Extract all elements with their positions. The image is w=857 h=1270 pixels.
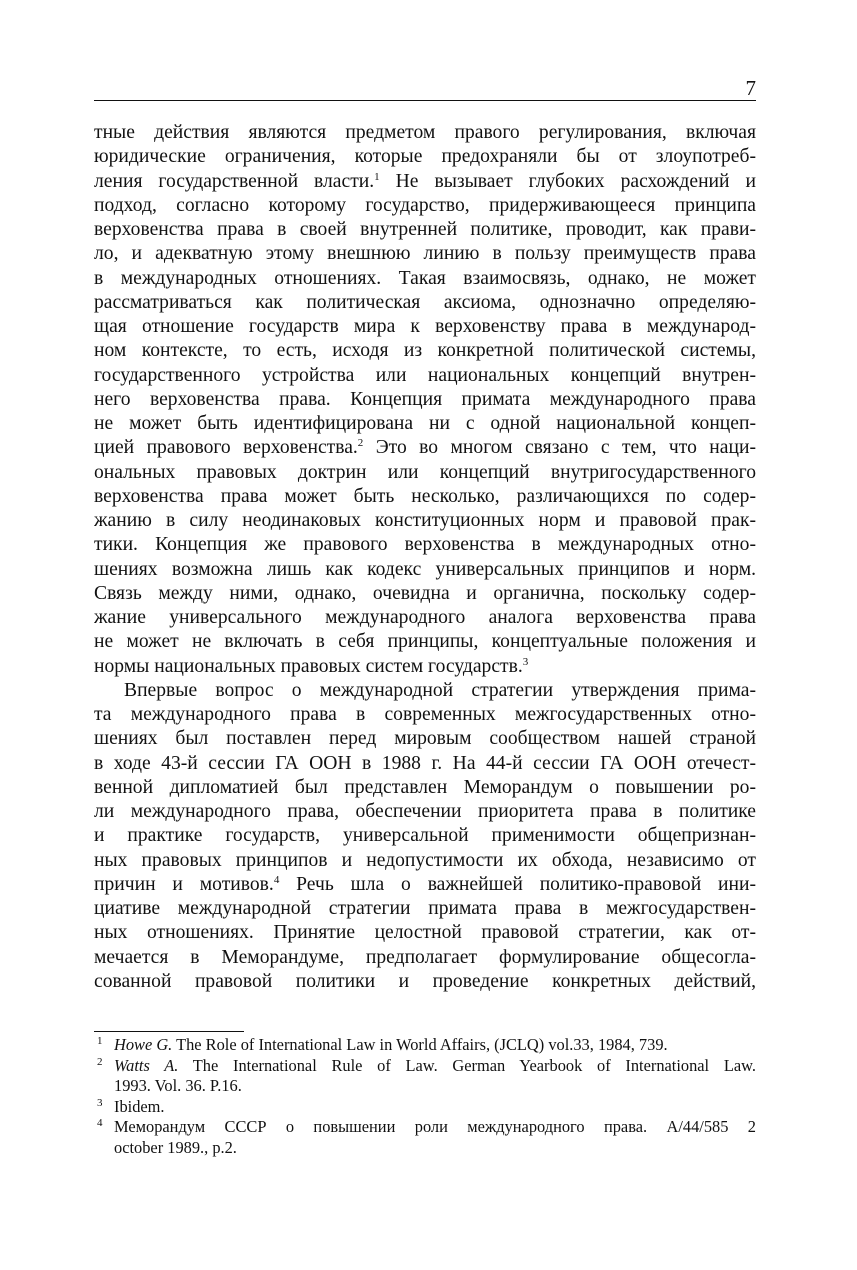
footnote-number: 4 <box>97 1117 103 1129</box>
paragraph <box>94 679 756 994</box>
footnote-3 <box>94 1097 756 1118</box>
footnote-rule <box>94 1031 244 1032</box>
paragraph <box>94 121 756 679</box>
text-line: верховенства права в своей внутренней политике, проводит, как прави- <box>94 219 756 240</box>
text-line: шениях был поставлен перед мировым сообществом нашей страной <box>94 728 756 750</box>
text-line: в международных отношениях. Такая взаимосвязь, однако, не может <box>94 267 756 289</box>
text-line: юридические ограничения, которые предохраняли бы от злоупотреб- <box>94 146 756 168</box>
footnote-author: Howe G. <box>114 1035 173 1054</box>
footnote-text: The Role of International Law in World Affairs, (JCLQ) vol.33, 1984, 739. <box>172 1035 668 1054</box>
text-line: тики. Концепция же правового верховенства в международных отно- <box>94 534 756 556</box>
text-line: циативе международной стратегии примата права в межгосударствен- <box>94 898 756 919</box>
text-line: ных правовых принципов и недопустимости их обхода, независимо от <box>94 849 756 871</box>
text-line <box>94 655 756 679</box>
main-text <box>94 121 756 994</box>
text-fragment: Речь шла о важнейшей политико-правовой ини- <box>279 873 756 895</box>
text-line: венной дипломатией был представлен Меморандум о повышении ро- <box>94 776 756 798</box>
text-line: Связь между ними, однако, очевидна и органична, поскольку содер- <box>94 582 756 604</box>
footnotes <box>94 1035 756 1158</box>
footnote-line: 1993. Vol. 36. P.16. <box>114 1076 242 1095</box>
text-line: щая отношение государств мира к верховенству права в международ- <box>94 316 756 337</box>
footnote-line: october 1989., p.2. <box>114 1137 237 1157</box>
text-line: Впервые вопрос о международной стратегии утверждения прима- <box>124 679 756 701</box>
text-line: ных отношениях. Принятие целостной правовой стратегии, как от- <box>94 922 756 944</box>
text-line <box>94 873 756 897</box>
footnote-1 <box>94 1035 756 1056</box>
footnote-number: 3 <box>97 1096 103 1109</box>
footnote-line <box>114 1035 756 1056</box>
footnote-number: 2 <box>97 1055 103 1068</box>
text-line: ном контексте, то есть, исходя из конкретной политической системы, <box>94 340 756 362</box>
text-line: тные действия являются предметом правого регулирования, включая <box>94 122 756 143</box>
text-line: подход, согласно которому государство, придерживающееся принципа <box>94 194 756 216</box>
text-line: жанию в силу неодинаковых конституционных норм и правовой прак- <box>94 510 756 531</box>
page-number: 7 <box>745 76 756 100</box>
footnote-ref-2[interactable]: 2 <box>357 437 364 450</box>
footnote-ref-4[interactable]: 4 <box>273 873 280 886</box>
footnote-number: 1 <box>97 1035 103 1047</box>
footnote-4 <box>94 1117 756 1158</box>
text-fragment: цией правового верховенства. <box>94 437 358 459</box>
footnote-author: Watts A. <box>114 1055 179 1075</box>
text-line <box>94 170 756 194</box>
text-line: та международного права в современных межгосударственных отно- <box>94 704 756 725</box>
footnote-ref-3[interactable]: 3 <box>522 655 529 668</box>
text-fragment: нормы национальных правовых систем государств. <box>94 655 523 677</box>
footnote-line <box>114 1056 756 1077</box>
text-line: него верховенства права. Концепция примата международного права <box>94 388 756 410</box>
text-fragment: ления государственной власти. <box>94 170 375 192</box>
text-line: и практике государств, универсальной применимости общепризнан- <box>94 825 756 847</box>
text-line: шениях возможна лишь как кодекс универсальных принципов и норм. <box>94 558 756 580</box>
footnote-text: The International Rule of Law. German Yearbook of International Law. <box>178 1055 756 1075</box>
text-line: не может быть идентифицирована ни с одной национальной концеп- <box>94 413 756 434</box>
text-line: сованной правовой политики и проведение конкретных действий, <box>94 970 756 992</box>
text-line: жание универсального международного аналога верховенства права <box>94 607 756 628</box>
footnote-2 <box>94 1056 756 1097</box>
text-fragment: Не вызывает глубоких расхождений и <box>379 170 756 192</box>
text-fragment: причин и мотивов. <box>94 873 274 895</box>
text-line: в ходе 43-й сессии ГА ООН в 1988 г. На 44-й сессии ГА ООН отечест- <box>94 752 756 774</box>
text-fragment: Это во многом связано с тем, что наци- <box>363 437 756 459</box>
text-line: ли международного права, обеспечении приоритета права в политике <box>94 801 756 822</box>
text-line: рассматриваться как политическая аксиома, однозначно определяю- <box>94 291 756 313</box>
text-line: мечается в Меморандуме, предполагает формулирование общесогла- <box>94 946 756 968</box>
footnote-line: Меморандум СССР о повышении роли международного права. A/44/585 2 <box>114 1117 756 1136</box>
footnote-line: Ibidem. <box>114 1096 165 1116</box>
text-line: ло, и адекватную этому внешнюю линию в пользу преимуществ права <box>94 243 756 265</box>
text-line: верховенства права может быть несколько, различающихся по содер- <box>94 485 756 507</box>
text-line: ональных правовых доктрин или концепций внутригосударственного <box>94 461 756 483</box>
text-line <box>94 436 756 460</box>
footnote-ref-1[interactable]: 1 <box>374 170 380 183</box>
text-line: государственного устройства или национальных концепций внутрен- <box>94 364 756 386</box>
header-rule <box>94 100 756 101</box>
text-line: не может не включать в себя принципы, концептуальные положения и <box>94 631 756 653</box>
